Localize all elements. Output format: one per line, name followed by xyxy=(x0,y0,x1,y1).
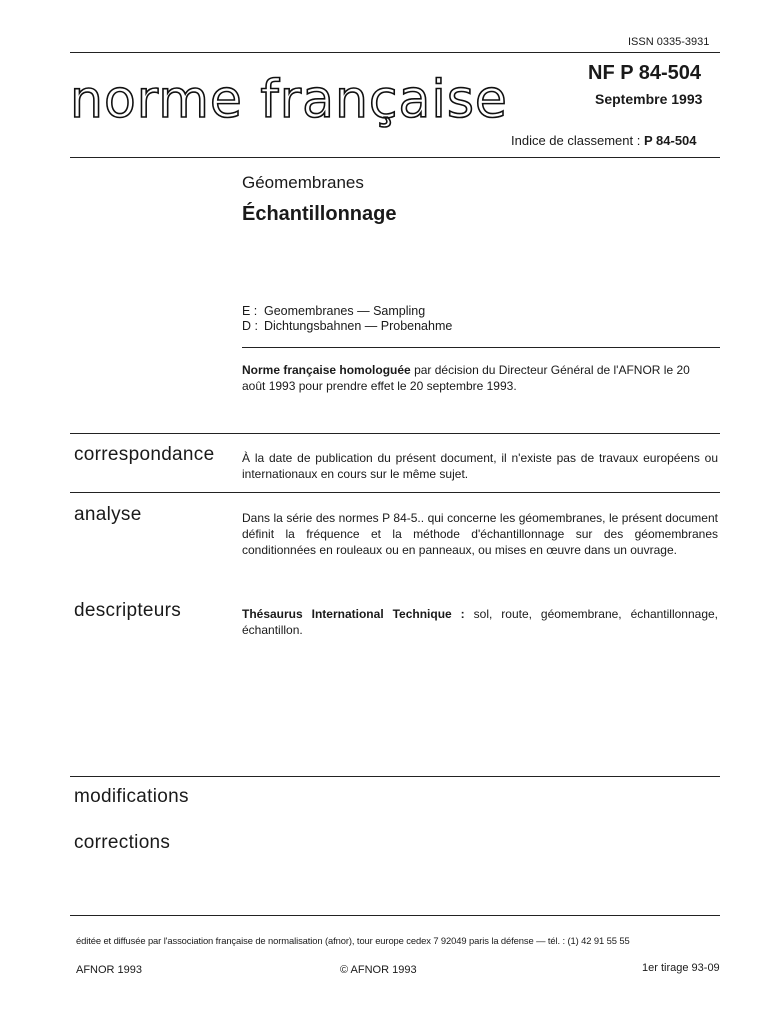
classement-value: P 84-504 xyxy=(643,133,697,148)
descripteurs-text xyxy=(242,606,718,638)
correspondance-label: correspondance xyxy=(74,444,215,465)
subject-category: Géomembranes xyxy=(242,173,364,192)
descripteurs-body: sol, route, géomembrane, échantillonnage, échantillon. xyxy=(242,607,719,637)
classement-index xyxy=(511,133,697,148)
homologation-text xyxy=(242,362,712,394)
corrections-label: corrections xyxy=(74,832,171,853)
issn: ISSN 0335-3931 xyxy=(628,36,710,48)
header-bottom-rule xyxy=(70,157,720,158)
header-top-rule xyxy=(70,52,720,53)
footer-printing xyxy=(642,962,720,974)
homologation-bold: Norme française homologuée xyxy=(242,363,411,377)
translation-german xyxy=(242,319,452,333)
standard-number: NF P 84-504 xyxy=(588,62,702,84)
descripteurs-label: descripteurs xyxy=(74,600,182,621)
footer-copyright: © AFNOR 1993 xyxy=(340,964,417,976)
correspondance-text: À la date de publication du présent document, il n'existe pas de travaux européens ou internationaux en cours sur le même sujet. xyxy=(242,451,718,481)
publisher-info: éditée et diffusée par l'association française de normalisation (afnor), tour europe cedex 7 92049 paris la défense — tél. : (1) 42 91 55 55 xyxy=(76,935,630,946)
section-rule-correspondance xyxy=(70,433,720,434)
descripteurs-bold: Thésaurus International Technique : xyxy=(242,607,465,621)
footer-rule xyxy=(70,915,720,916)
classement-label: Indice de classement : xyxy=(511,133,641,148)
modifications-rule xyxy=(70,776,720,777)
section-rule-analyse xyxy=(70,492,720,493)
modifications-label: modifications xyxy=(74,786,189,807)
translation-lang: E : xyxy=(242,304,258,318)
translation-text: Dichtungsbahnen — Probenahme xyxy=(264,319,453,333)
translation-english xyxy=(242,304,425,318)
document-title: Échantillonnage xyxy=(242,203,397,225)
printing-edition: 1er xyxy=(642,962,658,974)
printing-date: tirage 93-09 xyxy=(660,962,720,974)
translation-lang: D : xyxy=(242,319,258,333)
homologation-body: par décision du Directeur Général de l'AFNOR le 20 août 1993 pour prendre effet le 20 septembre 1993. xyxy=(242,363,690,393)
translation-text: Geomembranes — Sampling xyxy=(264,304,426,318)
standard-date: Septembre 1993 xyxy=(595,91,703,107)
analyse-label: analyse xyxy=(74,504,142,525)
norme-francaise-logo: norme française xyxy=(70,70,508,130)
analyse-text: Dans la série des normes P 84-5.. qui concerne les géomembranes, le présent document définit la fréquence et la méthode d'échantillonnage sur des géomembranes conditionnées en rouleaux ou en panneaux, ou mises en œuvre dans un ouvrage. xyxy=(242,511,718,557)
homologation-rule xyxy=(242,347,720,348)
footer-left: AFNOR 1993 xyxy=(76,964,143,976)
